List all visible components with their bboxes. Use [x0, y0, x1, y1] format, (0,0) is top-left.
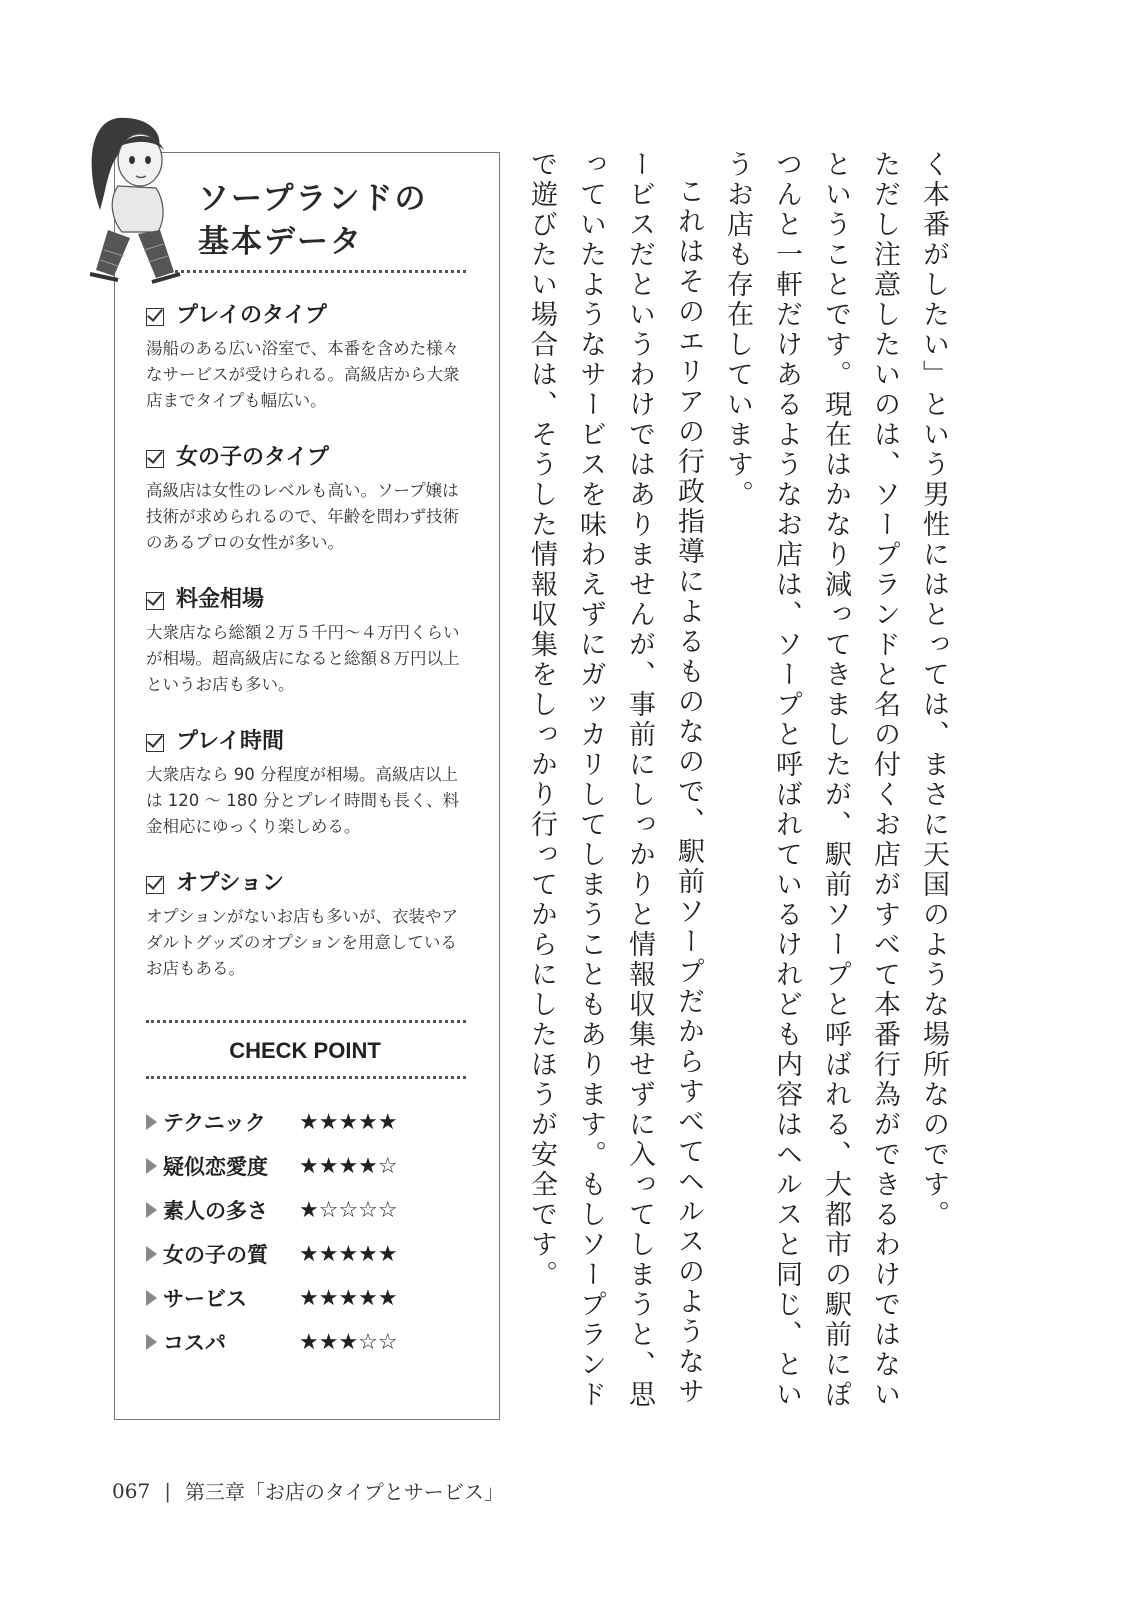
section-play-type	[146, 302, 476, 414]
checkbox-icon	[146, 450, 164, 468]
section-heading-label: プレイのタイプ	[176, 303, 327, 328]
section-heading	[146, 728, 476, 756]
checkbox-icon	[146, 308, 164, 326]
section-body: オプションがないお店も多いが、衣装やアダルトグッズのオプションを用意しているお店もある。	[146, 907, 459, 978]
page-footer	[112, 1476, 504, 1505]
rating-stars: ★★★☆☆	[299, 1329, 398, 1355]
section-heading	[146, 444, 476, 472]
triangle-bullet-icon	[146, 1334, 157, 1350]
rating-stars: ★★★★★	[299, 1109, 398, 1135]
section-body: 高級店は女性のレベルも高い。ソープ嬢は技術が求められるので、年齢を問わず技術のあるプロの女性が多い。	[146, 481, 460, 552]
rating-row	[146, 1144, 466, 1188]
rating-row	[146, 1188, 466, 1232]
section-heading-label: オプション	[176, 871, 285, 896]
section-heading	[146, 870, 476, 898]
section-heading	[146, 586, 476, 614]
checkbox-icon	[146, 592, 164, 610]
footer-separator: |	[164, 1478, 171, 1503]
checkbox-icon	[146, 734, 164, 752]
rating-row	[146, 1232, 466, 1276]
rating-stars: ★★★★☆	[299, 1153, 398, 1179]
section-heading-label: 女の子のタイプ	[176, 445, 329, 470]
triangle-bullet-icon	[146, 1158, 157, 1174]
rating-stars: ★☆☆☆☆	[299, 1197, 398, 1223]
ratings-list	[146, 1100, 466, 1364]
rating-label: サービス	[163, 1287, 247, 1311]
triangle-bullet-icon	[146, 1114, 157, 1130]
section-heading-label: 料金相場	[176, 587, 265, 612]
chapter-title: 第三章「お店のタイプとサービス」	[184, 1480, 504, 1504]
mascot-illustration	[78, 110, 188, 290]
rating-label: テクニック	[163, 1111, 266, 1135]
page-number: 067	[112, 1478, 151, 1503]
rating-row	[146, 1100, 466, 1144]
section-heading-label: プレイ時間	[176, 729, 285, 754]
checkbox-icon	[146, 876, 164, 894]
rating-row	[146, 1320, 466, 1364]
panel-title-line2: 基本データ	[198, 224, 363, 260]
rating-stars: ★★★★★	[299, 1285, 398, 1311]
rating-stars: ★★★★★	[299, 1241, 398, 1267]
section-body: 大衆店なら 90 分程度が相場。高級店以上は 120 ～ 180 分とプレイ時間も長く、料金相応にゆっくり楽しめる。	[146, 765, 460, 836]
rating-label: 女の子の質	[163, 1243, 268, 1267]
section-heading	[146, 302, 476, 330]
body-text-column	[526, 150, 958, 1410]
body-paragraph: く本番がしたい」という男性にはとっては、まさに天国のような場所なのです。	[918, 150, 949, 1230]
title-divider	[170, 270, 466, 273]
rating-label: コスパ	[163, 1331, 226, 1355]
section-body: 大衆店なら総額２万５千円～４万円くらいが相場。超高級店になると総額８万円以上というお店も多い。	[146, 623, 460, 694]
rating-label: 素人の多さ	[163, 1199, 268, 1223]
panel-title	[198, 178, 427, 264]
triangle-bullet-icon	[146, 1202, 157, 1218]
checkpoint-title: CHECK POINT	[229, 1038, 381, 1063]
checkpoint-divider-top	[146, 1020, 466, 1023]
section-play-time	[146, 728, 476, 840]
section-options	[146, 870, 476, 982]
section-girl-type	[146, 444, 476, 556]
checkpoint-divider-bottom	[146, 1076, 466, 1079]
body-paragraph: ただし注意したいのは、ソープランドと名の付くお店がすべて本番行為ができるわけではないということです。現在はかなり減ってきましたが、駅前ソープと呼ばれる、大都市の駅前にぽつんと一軒だけあるようなお店は、ソープと呼ばれているけれども内容はヘルスと同じ、というお店も存在しています。	[722, 150, 900, 1410]
section-price	[146, 586, 476, 698]
body-paragraph: これはそのエリアの行政指導によるものなので、駅前ソープだからすべてヘルスのようなサービスだというわけではありませんが、事前にしっかりと情報収集せずに入ってしまうと、思っていたようなサービスを味わえずにガッカリしてしまうこともあります。もしソープランドで遊びたい場合は、そうした情報収集をしっかり行ってからにしたほうが安全です。	[526, 150, 704, 1410]
rating-label: 疑似恋愛度	[163, 1155, 268, 1179]
triangle-bullet-icon	[146, 1290, 157, 1306]
rating-row	[146, 1276, 466, 1320]
triangle-bullet-icon	[146, 1246, 157, 1262]
section-body: 湯船のある広い浴室で、本番を含めた様々なサービスが受けられる。高級店から大衆店までタイプも幅広い。	[146, 339, 460, 410]
panel-title-line1: ソープランドの	[198, 181, 428, 217]
